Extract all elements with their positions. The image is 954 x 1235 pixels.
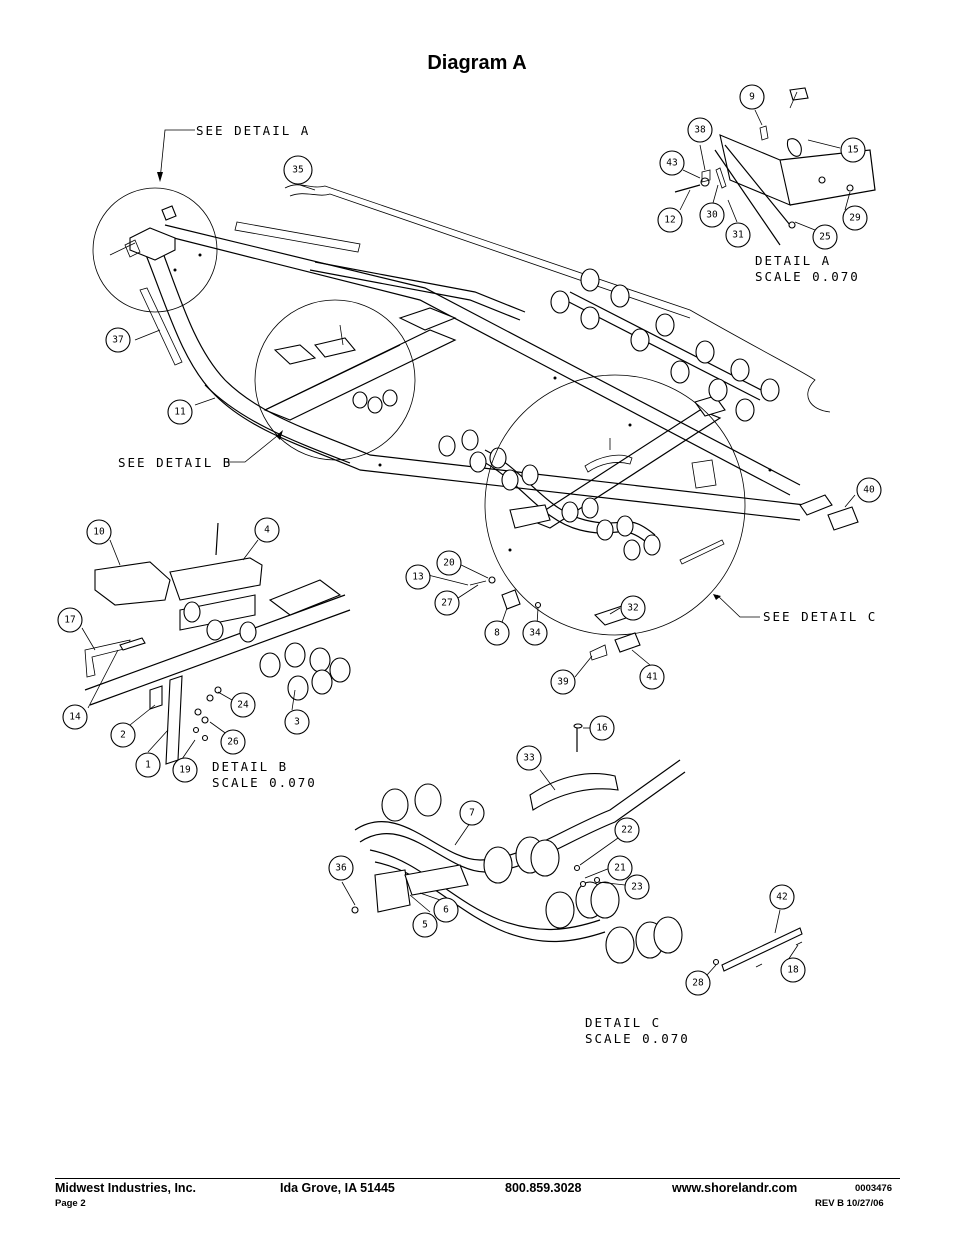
svg-text:21: 21: [614, 862, 626, 874]
footer-website: www.shorelandr.com: [672, 1181, 798, 1195]
svg-text:2: 2: [120, 729, 126, 741]
svg-text:19: 19: [179, 764, 191, 776]
svg-text:38: 38: [694, 124, 706, 136]
svg-text:16: 16: [596, 722, 608, 734]
svg-text:39: 39: [557, 676, 569, 688]
detail-a-scale: SCALE 0.070: [755, 269, 860, 284]
callout-29: [843, 206, 867, 230]
callout-34: [523, 621, 547, 645]
svg-text:26: 26: [227, 736, 239, 748]
svg-text:7: 7: [469, 807, 475, 819]
svg-text:18: 18: [787, 964, 799, 976]
callout-5: [413, 913, 437, 937]
callout-12: [658, 208, 682, 232]
svg-text:13: 13: [412, 571, 424, 583]
see-detail-c-label: SEE DETAIL C: [763, 609, 878, 624]
callout-21: [608, 856, 632, 880]
svg-text:8: 8: [494, 627, 500, 639]
see-detail-b-label: SEE DETAIL B: [118, 455, 233, 470]
svg-text:24: 24: [237, 699, 249, 711]
svg-text:10: 10: [93, 526, 105, 538]
footer-doc-number: 0003476: [855, 1183, 892, 1194]
callout-40: [857, 478, 881, 502]
callout-37: [106, 328, 130, 352]
callout-3: [285, 710, 309, 734]
svg-text:11: 11: [174, 406, 186, 418]
svg-text:3: 3: [294, 716, 300, 728]
svg-text:33: 33: [523, 752, 535, 764]
footer-page: Page 2: [55, 1198, 86, 1209]
detail-c-title: DETAIL C: [585, 1015, 662, 1030]
footer-phone: 800.859.3028: [505, 1181, 582, 1195]
svg-text:4: 4: [264, 524, 270, 536]
svg-text:37: 37: [112, 334, 124, 346]
callout-28: [686, 971, 710, 995]
svg-text:34: 34: [529, 627, 541, 639]
footer-revision: REV B 10/27/06: [815, 1198, 884, 1209]
svg-text:5: 5: [422, 919, 428, 931]
svg-text:15: 15: [847, 144, 859, 156]
detail-c-scale: SCALE 0.070: [585, 1031, 690, 1046]
callout-32: [621, 596, 645, 620]
callout-39: [551, 670, 575, 694]
callout-22: [615, 818, 639, 842]
callout-25: [813, 225, 837, 249]
callout-2: [111, 723, 135, 747]
svg-text:6: 6: [443, 904, 449, 916]
callout-6: [434, 898, 458, 922]
footer-rule: [55, 1178, 900, 1179]
callout-38: [688, 118, 712, 142]
callout-18: [781, 958, 805, 982]
svg-text:36: 36: [335, 862, 347, 874]
footer-company: Midwest Industries, Inc.: [55, 1181, 196, 1195]
svg-text:20: 20: [443, 557, 455, 569]
callout-16: [590, 716, 614, 740]
callout-43: [660, 151, 684, 175]
see-detail-a-label: SEE DETAIL A: [196, 123, 311, 138]
svg-text:30: 30: [706, 209, 718, 221]
svg-text:41: 41: [646, 671, 658, 683]
svg-text:27: 27: [441, 597, 453, 609]
main-trailer-frame: [130, 185, 832, 625]
detail-b-title: DETAIL B: [212, 759, 289, 774]
svg-text:23: 23: [631, 881, 643, 893]
page-title: Diagram A: [427, 52, 527, 74]
svg-text:12: 12: [664, 214, 676, 226]
svg-text:17: 17: [64, 614, 76, 626]
callout-11: [168, 400, 192, 424]
svg-text:25: 25: [819, 231, 831, 243]
callout-23: [625, 875, 649, 899]
svg-text:35: 35: [292, 164, 304, 176]
svg-text:43: 43: [666, 157, 678, 169]
svg-text:14: 14: [69, 711, 81, 723]
callout-10: [87, 520, 111, 544]
svg-text:40: 40: [863, 484, 875, 496]
callout-33: [517, 746, 541, 770]
callout-42: [770, 885, 794, 909]
callout-14: [63, 705, 87, 729]
detail-a-title: DETAIL A: [755, 253, 832, 268]
svg-text:42: 42: [776, 891, 788, 903]
callout-4: [255, 518, 279, 542]
callout-8: [485, 621, 509, 645]
callout-41: [640, 665, 664, 689]
svg-text:28: 28: [692, 977, 704, 989]
callout-15: [841, 138, 865, 162]
svg-text:22: 22: [621, 824, 633, 836]
svg-text:1: 1: [145, 759, 151, 771]
callout-19: [173, 758, 197, 782]
callout-31: [726, 223, 750, 247]
svg-text:31: 31: [732, 229, 744, 241]
callout-1: [136, 753, 160, 777]
svg-text:9: 9: [749, 91, 755, 103]
callout-17: [58, 608, 82, 632]
middle-roller-assembly: [439, 430, 724, 564]
callout-36: [329, 856, 353, 880]
detail-b-scale: SCALE 0.070: [212, 775, 317, 790]
callout-27: [435, 591, 459, 615]
callout-20: [437, 551, 461, 575]
svg-text:32: 32: [627, 602, 639, 614]
callout-13: [406, 565, 430, 589]
callout-35: [284, 156, 312, 184]
footer-city: Ida Grove, IA 51445: [280, 1181, 395, 1195]
svg-text:29: 29: [849, 212, 861, 224]
callout-26: [221, 730, 245, 754]
callout-30: [700, 203, 724, 227]
callout-7: [460, 801, 484, 825]
callout-24: [231, 693, 255, 717]
upper-roller-assembly: [551, 269, 779, 421]
callout-9: [740, 85, 764, 109]
